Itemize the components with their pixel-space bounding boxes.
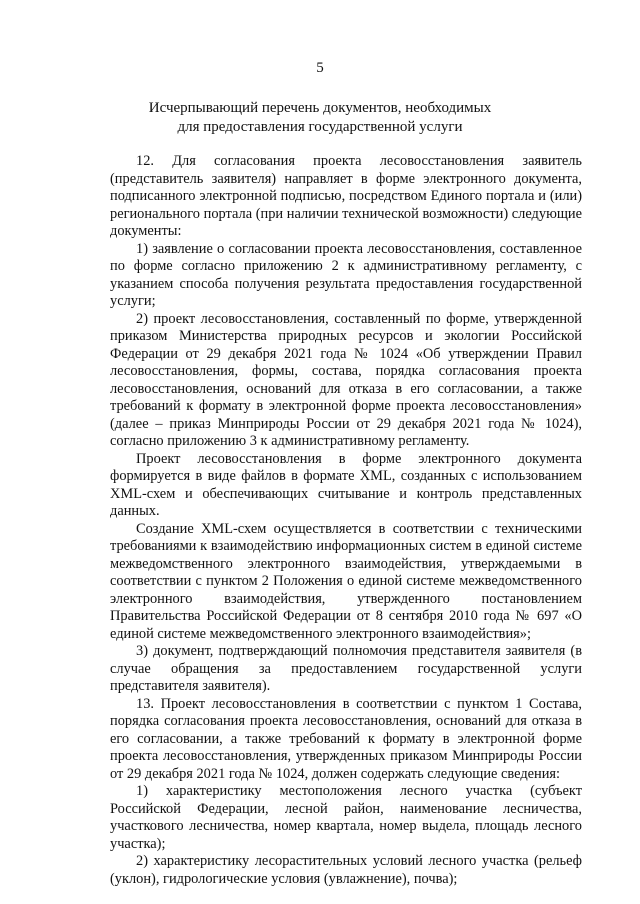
paragraph-12: 12. Для согласования проекта лесовосстановления заявитель (представитель заявителя) направляет в форме электронного документа, подписанного электронной подписью, посредством Единого портала и (или) регионального портала (при наличии технической возможности) следующие документы: [110, 153, 582, 239]
paragraph-12-item-2: 2) проект лесовосстановления, составленный по форме, утвержденной приказом Министерства природных ресурсов и экологии Российской Федерации от 29 декабря 2021 года № 1024 «Об утверждении Правил лесовосстановления, формы, состава, порядка согласования проекта лесовосстановления, оснований для отказа в его согласовании, а также требований к формату в электронной форме проекта лесовосстановления» (далее – приказ Минприроды России от 29 декабря 2021 года № 1024), согласно приложению 3 к административному регламенту. [110, 310, 582, 449]
paragraph-13-item-1: 1) характеристику местоположения лесного участка (субъект Российской Федерации, лесной район, наименование лесничества, участкового лесничества, номер квартала, номер выдела, площадь лесного участка); [110, 783, 582, 852]
paragraph-xml-schemas: Создание XML-схем осуществляется в соответствии с техническими требованиями к взаимодействию информационных систем в единой системе межведомственного электронного взаимодействия, утверждаемыми в соответствии с пунктом 2 Положения о единой системе межведомственного электронного взаимодействия, утвержденного постановлением Правительства Российской Федерации от 8 сентября 2010 года № 697 «О единой системе межведомственного электронного взаимодействия»; [110, 520, 582, 642]
paragraph-13: 13. Проект лесовосстановления в соответствии с пунктом 1 Состава, порядка согласования проекта лесовосстановления, оснований для отказа в его согласовании, а также требований к формату в электронной форме проекта лесовосстановления, утвержденных приказом Минприроды России от 29 декабря 2021 года № 1024, должен содержать следующие сведения: [110, 695, 582, 782]
section-title-line-1: Исчерпывающий перечень документов, необходимых [148, 100, 492, 116]
paragraph-12-item-3: 3) документ, подтверждающий полномочия представителя заявителя (в случае обращения за предоставлением государственной услуги представителя заявителя). [110, 643, 582, 694]
document-body [110, 153, 582, 888]
section-title-line-2: для предоставления государственной услуги [177, 119, 463, 135]
paragraph-xml-format: Проект лесовосстановления в форме электронного документа формируется в виде файлов в формате XML, созданных с использованием XML-схем и обеспечивающих считывание и контроль представленных данных. [110, 450, 582, 519]
section-title [110, 99, 530, 137]
page-number: 5 [316, 60, 324, 76]
paragraph-13-item-2: 2) характеристику лесорастительных условий лесного участка (рельеф (уклон), гидрологические условия (увлажнение), почва); [110, 853, 582, 887]
paragraph-12-item-1: 1) заявление о согласовании проекта лесовосстановления, составленное по форме согласно приложению 2 к административному регламенту, с указанием способа получения результата предоставления государственной услуги; [110, 240, 582, 309]
